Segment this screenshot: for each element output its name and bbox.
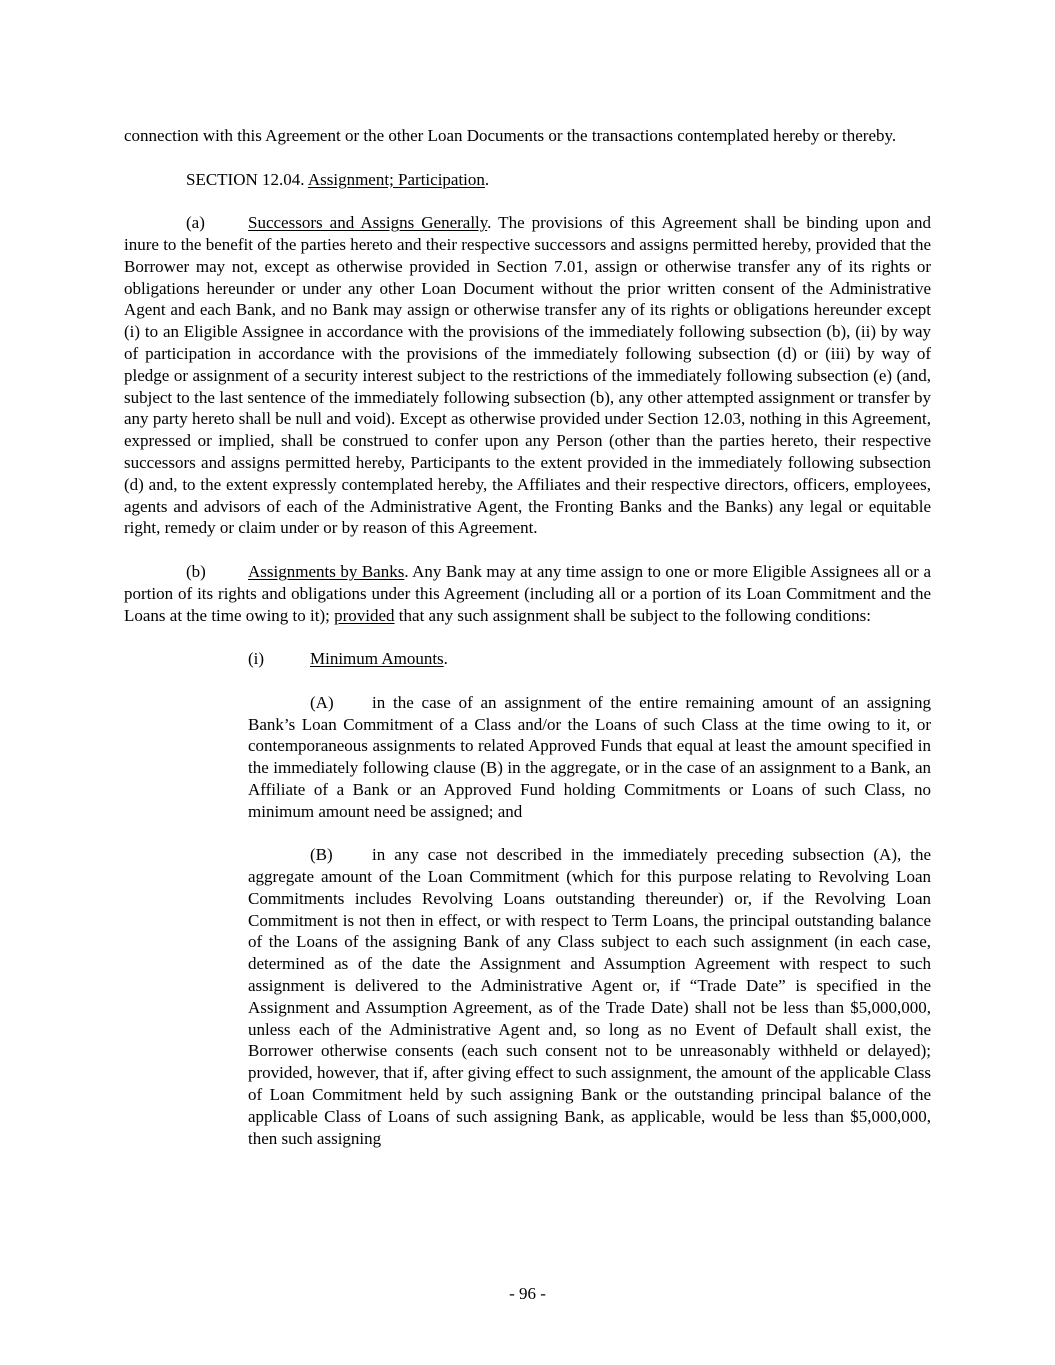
document-page — [124, 125, 931, 1149]
section-prefix: SECTION 12.04. — [186, 169, 308, 189]
subsection-i-heading: Minimum Amounts — [310, 649, 444, 669]
section-title: Assignment; Participation — [307, 169, 485, 189]
paragraph-b-text-after: that any such assignment shall be subject to the following conditions: — [394, 605, 871, 625]
clause-A-text: in the case of an assignment of the entire remaining amount of an assigning Bank’s Loan Commitment of a Class and/or the Loans of such Class at the time owing to it, or contemporaneous assignments to related Approved Funds that equal at least the amount specified in the immediately following clause (B) in the aggregate, or in the case of an assignment to a Bank, an Affiliate of a Bank or an Approved Fund holding Commitments or Loans of such Class, no minimum amount need be assigned; and — [248, 692, 931, 821]
paragraph-b-provided: provided — [334, 605, 395, 625]
paragraph-b-label: (b) — [186, 561, 206, 581]
clause-A-label: (A) — [310, 692, 334, 712]
paragraph-a-label: (a) — [186, 213, 205, 233]
section-suffix: . — [484, 169, 490, 189]
subsection-i-suffix: . — [443, 649, 448, 669]
clause-B — [248, 844, 931, 1149]
section-heading — [124, 169, 931, 191]
clause-B-text: in any case not described in the immediately preceding subsection (A), the aggregate amount of the Loan Commitment (which for this purpose relating to Revolving Loan Commitments includes Revolving Loans outstanding thereunder) or, if the Revolving Loan Commitment is not then in effect, or with respect to Term Loans, the principal outstanding balance of the Loans of the assigning Bank of any Class subject to each such assignment (in each case, determined as of the date the Assignment and Assumption Agreement with respect to such assignment is delivered to the Administrative Agent or, if “Trade Date” is specified in the Assignment and Assumption Agreement, as of the Trade Date) shall not be less than $5,000,000, unless each of the Administrative Agent and, so long as no Event of Default shall exist, the Borrower otherwise consents (each such consent not to be unreasonably withheld or delayed); provided, however, that if, after giving effect to such assignment, the amount of the applicable Class of Loan Commitment held by such assigning Bank or the outstanding principal balance of the applicable Class of Loans of such assigning Bank, as applicable, would be less than $5,000,000, then such assigning — [248, 845, 931, 1148]
clause-B-label: (B) — [310, 845, 333, 865]
paragraph-a — [124, 212, 931, 539]
paragraph-b — [124, 561, 931, 626]
paragraph-b-heading: Assignments by Banks — [248, 561, 405, 581]
subsection-i-label: (i) — [248, 649, 265, 669]
subsection-i — [248, 648, 931, 670]
paragraph-b-text-before: . Any Bank may at any time assign to one or more Eligible Assignees all or a portion of its rights and obligations under this Agreement (including all or a portion of its Loan Commitment and the Loans at the time owing to it); — [124, 561, 931, 625]
paragraph-a-text: . The provisions of this Agreement shall be binding upon and inure to the benefit of the parties hereto and their respective successors and assigns permitted hereby, provided that the Borrower may not, except as otherwise provided in Section 7.01, assign or otherwise transfer any of its rights or obligations hereunder or under any other Loan Document without the prior written consent of the Administrative Agent and each Bank, and no Bank may assign or otherwise transfer any of its rights or obligations hereunder except (i) to an Eligible Assignee in accordance with the provisions of the immediately following subsection (b), (ii) by way of participation in accordance with the provisions of the immediately following subsection (d) or (iii) by way of pledge or assignment of a security interest subject to the restrictions of the immediately following subsection (e) (and, subject to the last sentence of the immediately following subsection (b), any other attempted assignment or transfer by any party hereto shall be null and void). Except as otherwise provided under Section 12.03, nothing in this Agreement, expressed or implied, shall be construed to confer upon any Person (other than the parties hereto, their respective successors and assigns permitted hereby, Participants to the extent provided in the immediately following subsection (d) and, to the extent expressly contemplated hereby, the Affiliates and their respective directors, officers, employees, agents and advisors of each of the Administrative Agent, the Fronting Banks and the Banks) any legal or equitable right, remedy or claim under or by reason of this Agreement. — [124, 213, 931, 538]
clause-A — [248, 692, 931, 823]
intro-paragraph: connection with this Agreement or the other Loan Documents or the transactions contemplated hereby or thereby. — [124, 126, 897, 145]
page-number: - 96 - — [509, 1284, 546, 1303]
paragraph-a-heading: Successors and Assigns Generally — [248, 213, 488, 233]
